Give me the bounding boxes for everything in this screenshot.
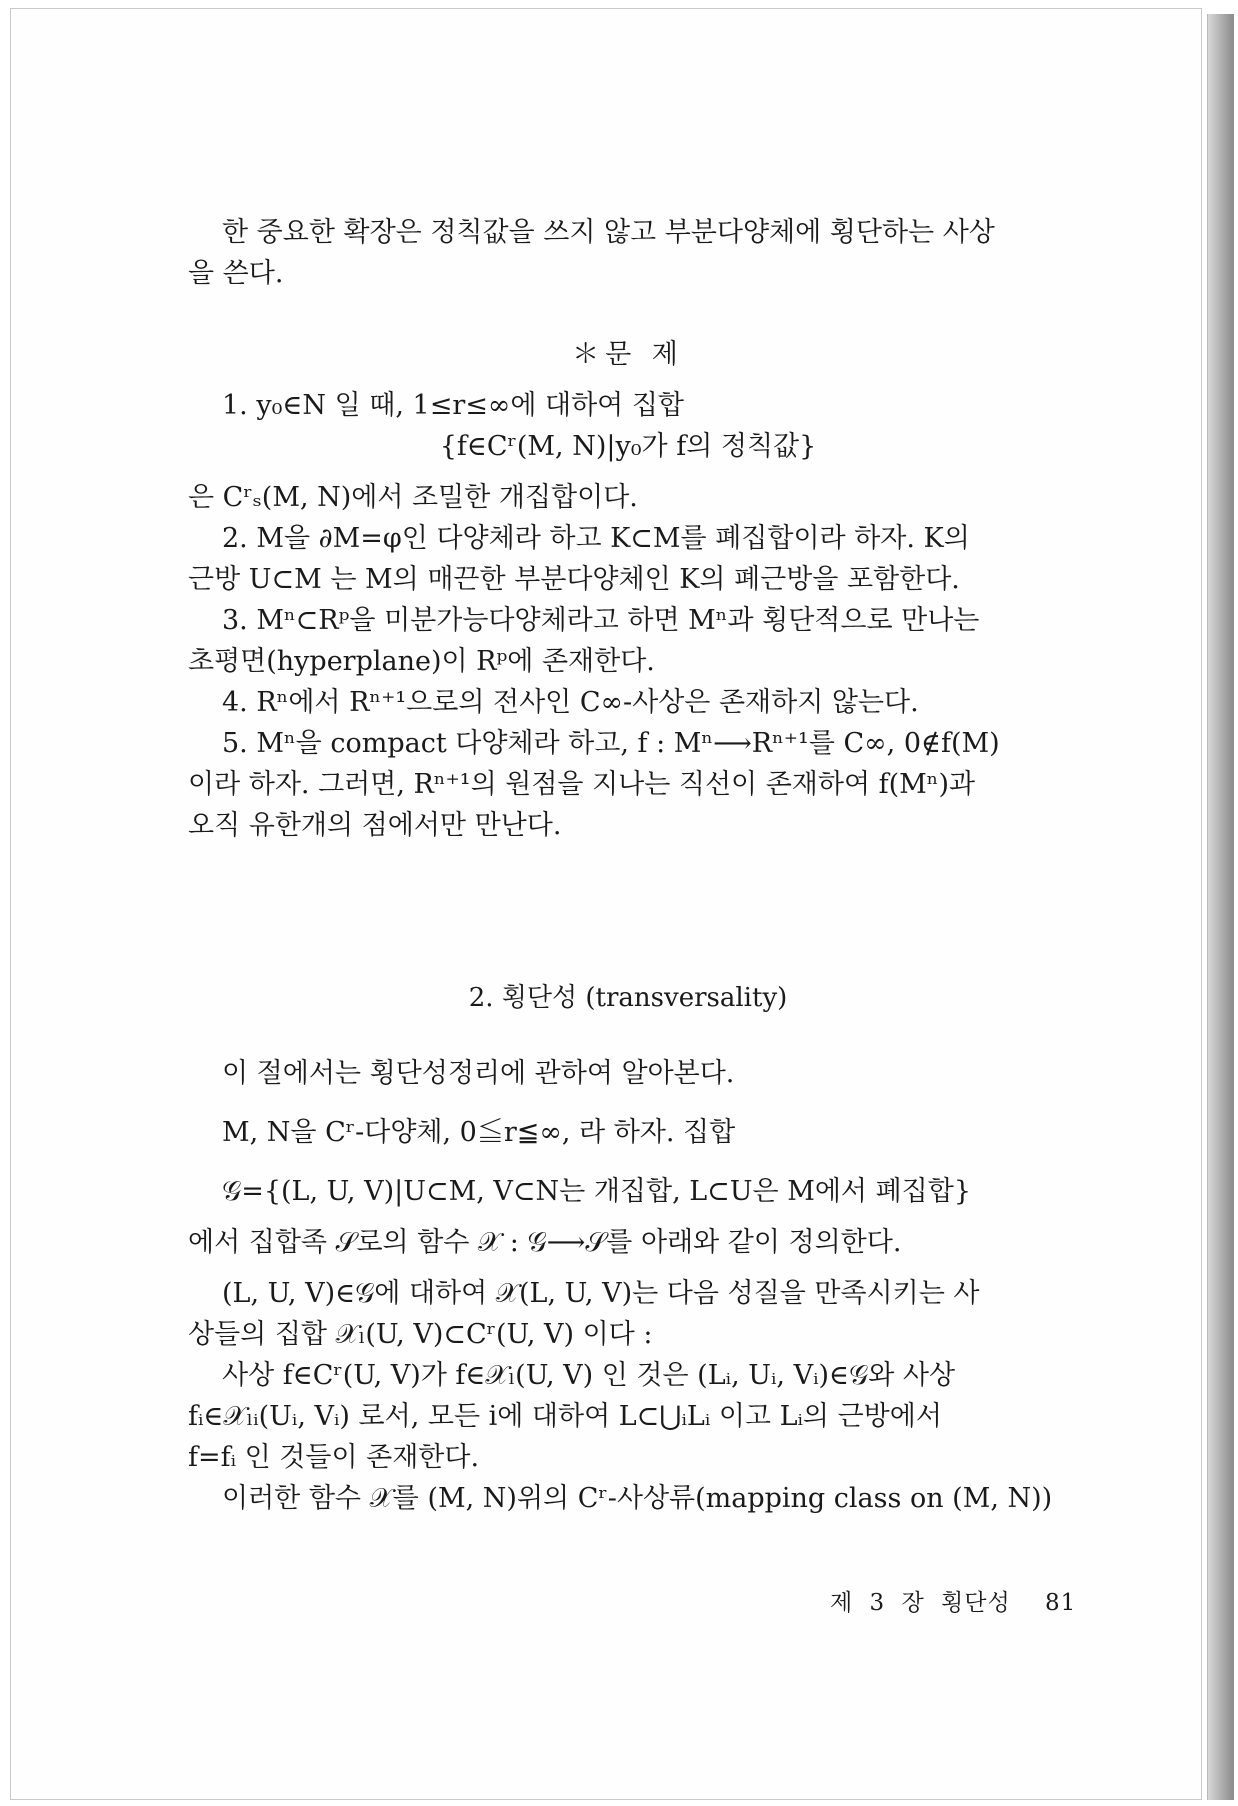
section-sentence-6-line-2: fᵢ∈𝒳ₗᵢ(Uᵢ, Vᵢ) 로서, 모든 i에 대하여 L⊂⋃ᵢLᵢ 이고 Lᵢ의 근방에서 — [188, 1401, 942, 1432]
exercise-5-line-1: 5. Mⁿ을 compact 다양체라 하고, f : Mⁿ⟶Rⁿ⁺¹를 C∞, 0∉f(M) — [222, 728, 1000, 759]
exercise-2-line-1: 2. M을 ∂M=φ인 다양체라 하고 K⊂M를 폐집합이라 하자. K의 — [222, 523, 970, 554]
exercise-4-line-1: 4. Rⁿ에서 Rⁿ⁺¹으로의 전사인 C∞-사상은 존재하지 않는다. — [222, 687, 919, 718]
exercises-heading: ＊문 제 — [572, 339, 684, 370]
exercise-3-line-1: 3. Mⁿ⊂Rᵖ을 미분가능다양체라고 하면 Mⁿ과 횡단적으로 만나는 — [222, 605, 980, 636]
exercise-5-line-3: 오직 유한개의 점에서만 만난다. — [188, 810, 562, 841]
running-header-chapter: 제 3 장 횡단성 — [830, 1590, 1011, 1616]
intro-line-1: 한 중요한 확장은 정칙값을 쓰지 않고 부분다양체에 횡단하는 사상 — [222, 217, 995, 248]
exercise-1-line-1: 1. y₀∈N 일 때, 1≤r≤∞에 대하여 집합 — [222, 390, 685, 421]
page-content — [188, 212, 1068, 1519]
page-number: 81 — [1044, 1590, 1077, 1616]
section-sentence-1: 이 절에서는 횡단성정리에 관하여 알아본다. — [222, 1058, 735, 1089]
section-title: 2. 횡단성 (transversality) — [468, 983, 788, 1013]
section-sentence-5-line-1: (L, U, V)∈𝒢에 대하여 𝒳(L, U, V)는 다음 성질을 만족시키는 사 — [222, 1278, 980, 1309]
page-footer — [830, 1584, 1080, 1617]
intro-line-2: 을 쓴다. — [188, 258, 284, 289]
section-sentence-2: M, N을 Cʳ-다양체, 0≦r≦∞, 라 하자. 집합 — [222, 1117, 736, 1148]
exercise-1-line-3: 은 Cʳₛ(M, N)에서 조밀한 개집합이다. — [188, 482, 638, 513]
section-sentence-7: 이러한 함수 𝒳를 (M, N)위의 Cʳ-사상류(mapping class on (M, N)) — [222, 1483, 1053, 1514]
section-formula-g: 𝒢={(L, U, V)|U⊂M, V⊂N는 개집합, L⊂U은 M에서 폐집합} — [222, 1176, 972, 1207]
page-edge — [1207, 14, 1234, 1800]
section-sentence-6-line-3: f=fᵢ 인 것들이 존재한다. — [188, 1442, 480, 1473]
exercise-5-line-2: 이라 하자. 그러면, Rⁿ⁺¹의 원점을 지나는 직선이 존재하여 f(Mⁿ)과 — [188, 769, 976, 800]
exercise-3-line-2: 초평면(hyperplane)이 Rᵖ에 존재한다. — [188, 646, 655, 677]
section-sentence-4: 에서 집합족 𝒮로의 함수 𝒳 : 𝒢⟶𝒮를 아래와 같이 정의한다. — [188, 1227, 902, 1258]
section-sentence-5-line-2: 상들의 집합 𝒳ₗ(U, V)⊂Cʳ(U, V) 이다 : — [188, 1319, 653, 1350]
exercise-1-formula: {f∈Cʳ(M, N)|y₀가 f의 정칙값} — [439, 431, 817, 462]
section-sentence-6-line-1: 사상 f∈Cʳ(U, V)가 f∈𝒳ₗ(U, V) 인 것은 (Lᵢ, Uᵢ, Vᵢ)∈𝒢와 사상 — [222, 1360, 956, 1391]
exercise-2-line-2: 근방 U⊂M 는 M의 매끈한 부분다양체인 K의 폐근방을 포함한다. — [188, 564, 960, 595]
